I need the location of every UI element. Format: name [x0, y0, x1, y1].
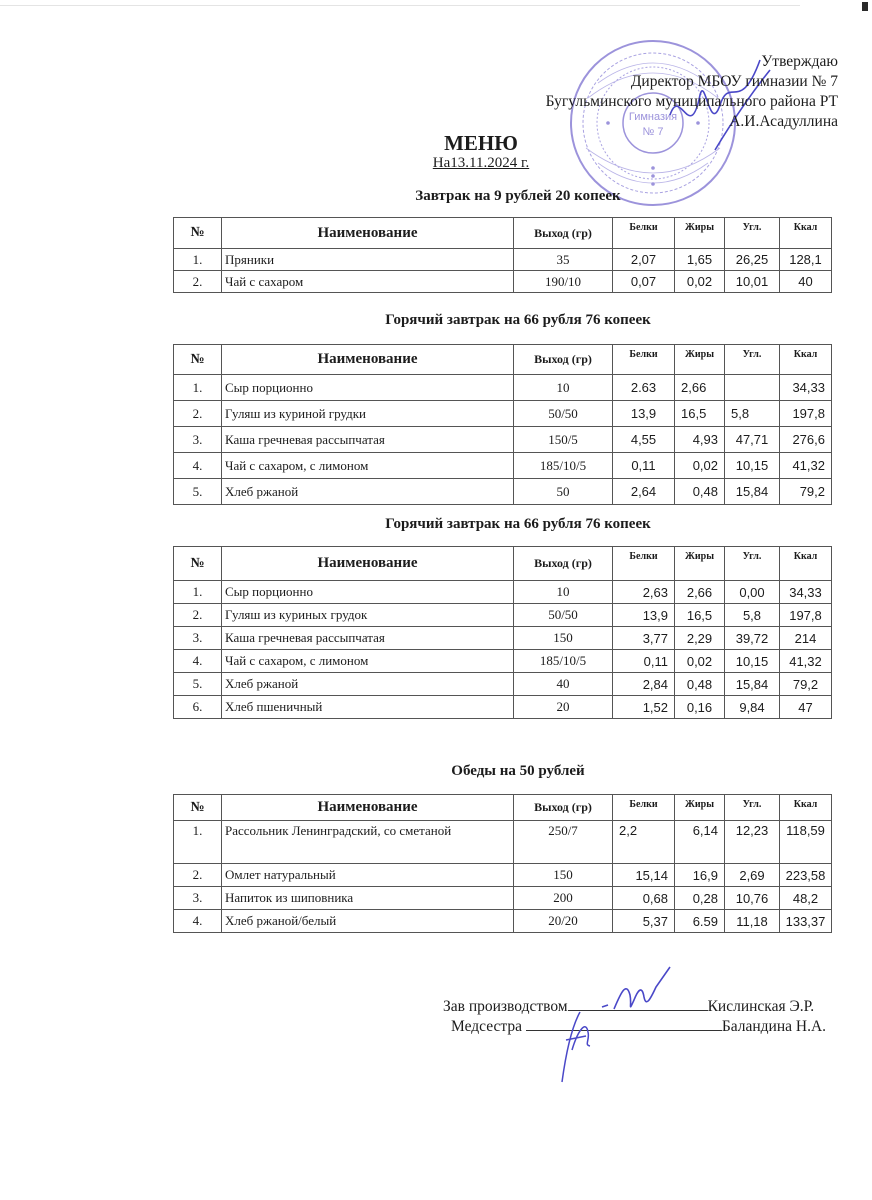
- table-row: [174, 249, 832, 271]
- row-protein: 0,68: [613, 887, 675, 910]
- approval-line-1: Утверждаю: [761, 53, 838, 70]
- row-num: 3.: [174, 887, 222, 910]
- row-kcal: 79,2: [780, 673, 832, 696]
- row-carbs: 2,69: [725, 864, 780, 887]
- stamp-text-2: № 7: [642, 126, 664, 138]
- row-num: 2.: [174, 604, 222, 627]
- row-name: Гуляш из куриных грудок: [222, 604, 514, 627]
- row-name: Сыр порционно: [222, 581, 514, 604]
- table-row: [174, 650, 832, 673]
- col-kcal-header: Ккал: [780, 218, 832, 249]
- row-num: 3.: [174, 627, 222, 650]
- nurse-name: Баландина Н.А.: [721, 1018, 827, 1035]
- row-carbs: 15,84: [725, 479, 780, 505]
- row-yield: 50/50: [514, 401, 613, 427]
- row-protein: 2,64: [613, 479, 675, 505]
- row-num: 6.: [174, 696, 222, 719]
- col-protein-header: Белки: [613, 218, 675, 249]
- row-fat: 16,5: [675, 604, 725, 627]
- row-carbs: 5,8: [725, 604, 780, 627]
- row-num: 5.: [174, 673, 222, 696]
- approval-block: [546, 52, 838, 132]
- table-row: [174, 627, 832, 650]
- row-yield: 50: [514, 479, 613, 505]
- row-carbs: 10,15: [725, 453, 780, 479]
- row-name: Гуляш из куриной грудки: [222, 401, 514, 427]
- stamp-text-1: Гимназия: [628, 111, 678, 123]
- row-kcal: 128,1: [780, 249, 832, 271]
- menu-date: На13.11.2024 г.: [432, 155, 530, 171]
- col-protein-header: Белки: [613, 345, 675, 375]
- row-name: Хлеб пшеничный: [222, 696, 514, 719]
- col-name-header: Наименование: [222, 547, 514, 581]
- table-row: [174, 864, 832, 887]
- row-protein: 0,07: [613, 271, 675, 293]
- col-name-header: Наименование: [222, 218, 514, 249]
- row-num: 1.: [174, 821, 222, 864]
- section-title: Горячий завтрак на 66 рубля 76 копеек: [385, 516, 651, 532]
- scan-edge-line: [0, 5, 800, 6]
- col-num-header: №: [174, 345, 222, 375]
- row-kcal: 48,2: [780, 887, 832, 910]
- section-title: Горячий завтрак на 66 рубля 76 копеек: [385, 312, 651, 328]
- col-name-header: Наименование: [222, 795, 514, 821]
- nurse-signature-icon: [560, 1010, 610, 1085]
- table-row: [174, 401, 832, 427]
- row-protein: 5,37: [613, 910, 675, 933]
- col-protein-header: Белки: [613, 547, 675, 581]
- row-num: 4.: [174, 910, 222, 933]
- row-kcal: 276,6: [780, 427, 832, 453]
- table-row: [174, 581, 832, 604]
- row-yield: 150: [514, 627, 613, 650]
- table-row: [174, 375, 832, 401]
- row-yield: 200: [514, 887, 613, 910]
- row-fat: 16,9: [675, 864, 725, 887]
- row-protein: 0,11: [613, 650, 675, 673]
- row-kcal: 197,8: [780, 401, 832, 427]
- row-carbs: 5,8: [725, 401, 780, 427]
- row-yield: 185/10/5: [514, 453, 613, 479]
- row-fat: 0,02: [675, 271, 725, 293]
- nurse-label: Медсестра: [451, 1018, 522, 1035]
- row-name: Хлеб ржаной/белый: [222, 910, 514, 933]
- row-yield: 185/10/5: [514, 650, 613, 673]
- row-name: Каша гречневая рассыпчатая: [222, 627, 514, 650]
- row-carbs: 10,76: [725, 887, 780, 910]
- row-protein: 1,52: [613, 696, 675, 719]
- row-yield: 20: [514, 696, 613, 719]
- row-kcal: 34,33: [780, 581, 832, 604]
- row-carbs: 10,15: [725, 650, 780, 673]
- row-yield: 250/7: [514, 821, 613, 864]
- col-fat-header: Жиры: [675, 547, 725, 581]
- row-kcal: 47: [780, 696, 832, 719]
- row-carbs: 39,72: [725, 627, 780, 650]
- nurse-signature-row: [451, 1018, 826, 1036]
- row-yield: 35: [514, 249, 613, 271]
- col-yield-header: Выход (гр): [514, 218, 613, 249]
- row-fat: 1,65: [675, 249, 725, 271]
- row-fat: 0,16: [675, 696, 725, 719]
- row-kcal: 34,33: [780, 375, 832, 401]
- row-kcal: 118,59: [780, 821, 832, 864]
- col-name-header: Наименование: [222, 345, 514, 375]
- col-fat-header: Жиры: [675, 218, 725, 249]
- row-yield: 40: [514, 673, 613, 696]
- approval-line-4: А.И.Асадуллина: [729, 113, 838, 130]
- production-label: Зав производством: [443, 998, 568, 1015]
- col-kcal-header: Ккал: [780, 547, 832, 581]
- col-yield-header: Выход (гр): [514, 547, 613, 581]
- row-protein: 2,63: [613, 581, 675, 604]
- row-num: 5.: [174, 479, 222, 505]
- row-fat: 0,28: [675, 887, 725, 910]
- row-name: Омлет натуральный: [222, 864, 514, 887]
- row-num: 4.: [174, 650, 222, 673]
- row-kcal: 197,8: [780, 604, 832, 627]
- table-row: [174, 271, 832, 293]
- row-kcal: 41,32: [780, 650, 832, 673]
- row-protein: 2,84: [613, 673, 675, 696]
- table-row: [174, 696, 832, 719]
- row-kcal: 79,2: [780, 479, 832, 505]
- row-name: Пряники: [222, 249, 514, 271]
- row-protein: 13,9: [613, 401, 675, 427]
- production-name: Кислинская Э.Р.: [707, 998, 815, 1015]
- row-name: Напиток из шиповника: [222, 887, 514, 910]
- col-carbs-header: Угл.: [725, 547, 780, 581]
- row-kcal: 40: [780, 271, 832, 293]
- col-carbs-header: Угл.: [725, 345, 780, 375]
- row-protein: 4,55: [613, 427, 675, 453]
- col-kcal-header: Ккал: [780, 345, 832, 375]
- row-name: Сыр порционно: [222, 375, 514, 401]
- table-header-row: [174, 547, 832, 581]
- row-fat: 16,5: [675, 401, 725, 427]
- row-name: Рассольник Ленинградский, со сметаной: [222, 821, 514, 864]
- section-title: Завтрак на 9 рублей 20 копеек: [415, 188, 621, 204]
- row-num: 1.: [174, 581, 222, 604]
- table-header-row: [174, 345, 832, 375]
- col-yield-header: Выход (гр): [514, 795, 613, 821]
- row-yield: 190/10: [514, 271, 613, 293]
- row-num: 1.: [174, 375, 222, 401]
- row-carbs: 0,00: [725, 581, 780, 604]
- row-num: 1.: [174, 249, 222, 271]
- table-row: [174, 887, 832, 910]
- row-name: Чай с сахаром, с лимоном: [222, 453, 514, 479]
- table-row: [174, 427, 832, 453]
- row-carbs: 12,23: [725, 821, 780, 864]
- row-protein: 0,11: [613, 453, 675, 479]
- col-num-header: №: [174, 218, 222, 249]
- row-fat: 0,02: [675, 453, 725, 479]
- row-fat: 2,29: [675, 627, 725, 650]
- row-protein: 2.63: [613, 375, 675, 401]
- table-header-row: [174, 795, 832, 821]
- row-yield: 10: [514, 375, 613, 401]
- section-title: Обеды на 50 рублей: [451, 763, 585, 779]
- production-signature-icon: [600, 965, 680, 1020]
- row-fat: 0,48: [675, 673, 725, 696]
- row-fat: 0,48: [675, 479, 725, 505]
- row-carbs: 9,84: [725, 696, 780, 719]
- table-row: [174, 910, 832, 933]
- col-num-header: №: [174, 547, 222, 581]
- row-yield: 150: [514, 864, 613, 887]
- row-name: Каша гречневая рассыпчатая: [222, 427, 514, 453]
- col-protein-header: Белки: [613, 795, 675, 821]
- row-num: 3.: [174, 427, 222, 453]
- menu-table: [173, 794, 832, 933]
- row-name: Чай с сахаром, с лимоном: [222, 650, 514, 673]
- row-carbs: 47,71: [725, 427, 780, 453]
- row-protein: 2,07: [613, 249, 675, 271]
- row-carbs: 15,84: [725, 673, 780, 696]
- table-header-row: [174, 218, 832, 249]
- row-name: Чай с сахаром: [222, 271, 514, 293]
- col-carbs-header: Угл.: [725, 795, 780, 821]
- col-fat-header: Жиры: [675, 795, 725, 821]
- row-num: 2.: [174, 864, 222, 887]
- row-carbs: 11,18: [725, 910, 780, 933]
- row-yield: 20/20: [514, 910, 613, 933]
- row-name: Хлеб ржаной: [222, 479, 514, 505]
- row-carbs: 10,01: [725, 271, 780, 293]
- approval-line-2: Директор МБОУ гимназии № 7: [630, 73, 838, 90]
- col-yield-header: Выход (гр): [514, 345, 613, 375]
- row-protein: 15,14: [613, 864, 675, 887]
- table-row: [174, 821, 832, 864]
- row-kcal: 133,37: [780, 910, 832, 933]
- row-carbs: [725, 375, 780, 401]
- col-num-header: №: [174, 795, 222, 821]
- row-fat: 0,02: [675, 650, 725, 673]
- page-title: МЕНЮ: [444, 131, 518, 155]
- row-yield: 10: [514, 581, 613, 604]
- table-row: [174, 673, 832, 696]
- approval-line-3: Бугульминского муниципального района РТ: [545, 93, 838, 110]
- row-fat: 6.59: [675, 910, 725, 933]
- row-num: 2.: [174, 401, 222, 427]
- col-kcal-header: Ккал: [780, 795, 832, 821]
- row-yield: 150/5: [514, 427, 613, 453]
- scan-corner-mark: [862, 2, 868, 11]
- row-num: 2.: [174, 271, 222, 293]
- row-name: Хлеб ржаной: [222, 673, 514, 696]
- menu-table: [173, 217, 832, 293]
- row-kcal: 214: [780, 627, 832, 650]
- row-fat: 2,66: [675, 375, 725, 401]
- row-fat: 4,93: [675, 427, 725, 453]
- col-fat-header: Жиры: [675, 345, 725, 375]
- table-row: [174, 604, 832, 627]
- menu-table: [173, 546, 832, 719]
- row-protein: 13,9: [613, 604, 675, 627]
- row-protein: 3,77: [613, 627, 675, 650]
- row-fat: 2,66: [675, 581, 725, 604]
- row-fat: 6,14: [675, 821, 725, 864]
- menu-table: [173, 344, 832, 505]
- row-yield: 50/50: [514, 604, 613, 627]
- row-carbs: 26,25: [725, 249, 780, 271]
- row-kcal: 41,32: [780, 453, 832, 479]
- row-num: 4.: [174, 453, 222, 479]
- row-kcal: 223,58: [780, 864, 832, 887]
- row-protein: 2,2: [613, 821, 675, 864]
- col-carbs-header: Угл.: [725, 218, 780, 249]
- table-row: [174, 479, 832, 505]
- table-row: [174, 453, 832, 479]
